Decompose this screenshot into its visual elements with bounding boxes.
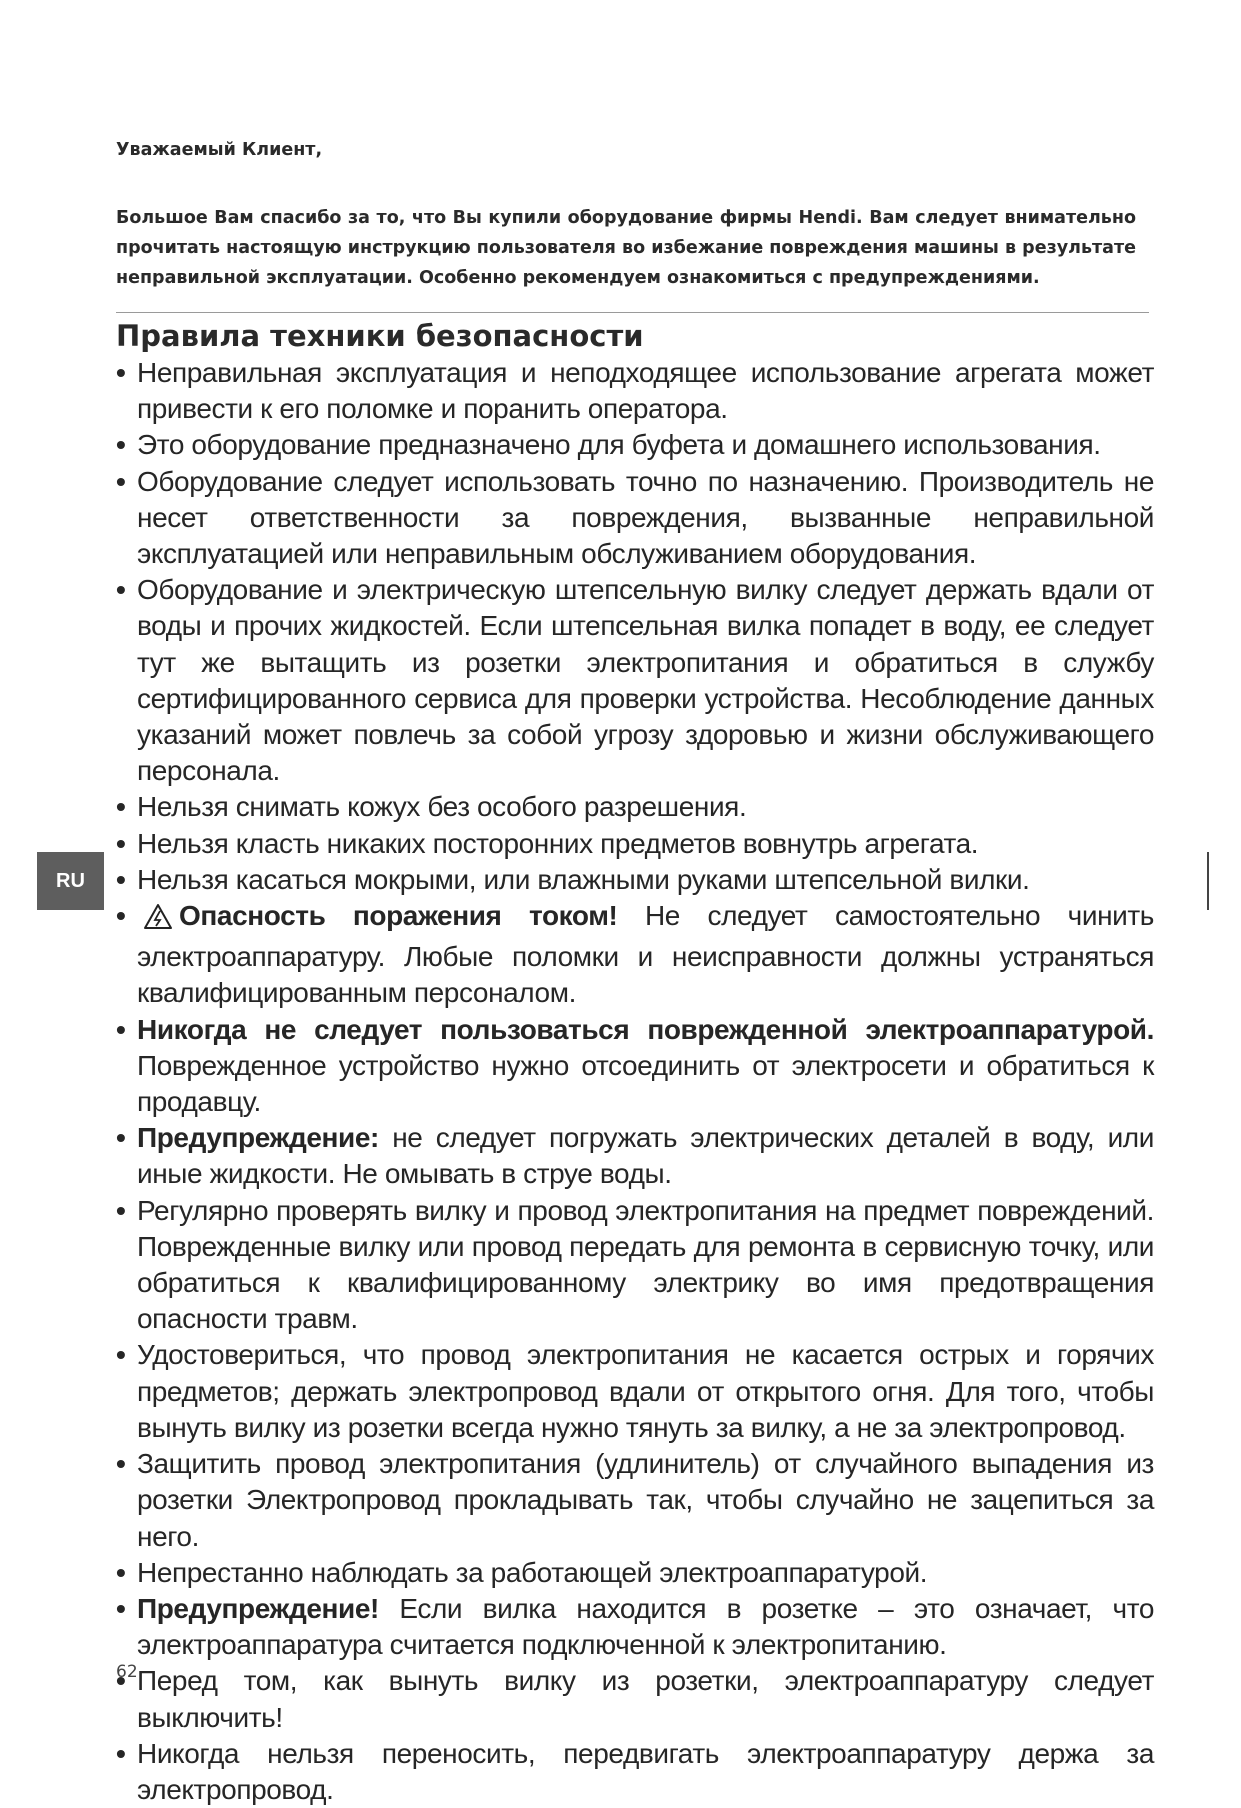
rule-text: Нельзя класть никаких посторонних предметов вовнутрь агрегата. — [137, 827, 979, 859]
list-item — [116, 898, 1154, 1012]
section-divider — [116, 312, 1149, 313]
list-item — [116, 1193, 1154, 1338]
list-item — [116, 789, 1154, 825]
rule-warning-label: Никогда не следует пользоваться поврежденной электроаппаратурой. — [137, 1013, 1154, 1045]
rule-text: Регулярно проверять вилку и провод электропитания на предмет повреждений. Поврежденные вилку или провод передать для ремонта в сервисную точку, или обратиться к квалифицированному электрику во имя предотвращения опасности травм. — [137, 1194, 1154, 1335]
list-item — [116, 1012, 1154, 1121]
page-number: 62 — [116, 1662, 138, 1682]
rule-text: Неправильная эксплуатация и неподходящее использование агрегата может привести к его поломке и поранить оператора. — [137, 357, 1154, 425]
rule-text: не следует погружать электрических деталей в воду, или иные жидкости. Не омывать в струе воды. — [137, 1122, 1154, 1190]
list-item — [116, 1337, 1154, 1446]
rule-text: Нельзя касаться мокрыми, или влажными руками штепсельной вилки. — [137, 863, 1030, 895]
language-tab: RU — [37, 852, 104, 910]
rule-text: Непрестанно наблюдать за работающей электроаппаратурой. — [137, 1556, 928, 1588]
page-title: Правила техники безопасности — [116, 319, 644, 353]
rule-text: Никогда нельзя переносить, передвигать электроаппаратуру держа за электропровод. — [137, 1737, 1154, 1805]
rule-warning-label: Предупреждение: — [137, 1122, 379, 1154]
electric-hazard-icon — [143, 903, 173, 939]
rule-text: Не следует самостоятельно чинить электроаппаратуру. Любые поломки и неисправности должны устраняться квалифицированным персоналом. — [137, 900, 1154, 1009]
rule-text: Это оборудование предназначено для буфета и домашнего использования. — [137, 429, 1101, 461]
rule-warning-label: Опасность поражения током! — [179, 900, 618, 932]
list-item — [116, 1736, 1154, 1808]
list-item — [116, 1555, 1154, 1591]
list-item — [116, 427, 1154, 463]
rule-text: Оборудование и электрическую штепсельную вилку следует держать вдали от воды и прочих жидкостей. Если штепсельная вилка попадет в воду, ее следует тут же вытащить из розетки электропитания и обратиться в службу сертифицированного сервиса для проверки устройства. Несоблюдение данных указаний может повлечь за собой угрозу здоровью и жизни обслуживающего персонала. — [137, 574, 1154, 787]
list-item — [116, 1591, 1154, 1663]
rule-text: Нельзя снимать кожух без особого разрешения. — [137, 791, 747, 823]
rule-text: Если вилка находится в розетке – это означает, что электроаппаратура считается подключенной к электропитанию. — [137, 1592, 1154, 1661]
list-item — [116, 464, 1154, 573]
rule-text: Защитить провод электропитания (удлинитель) от случайного выпадения из розетки Электропровод прокладывать так, чтобы случайно не зацепиться за него. — [137, 1448, 1154, 1552]
safety-rules-list — [116, 355, 1154, 1808]
page-edge-marker — [1207, 852, 1209, 910]
rule-text: Оборудование следует использовать точно по назначению. Производитель не несет ответственности за повреждения, вызванные неправильной эксплуатацией или неправильным обслуживанием оборудования. — [137, 465, 1154, 570]
intro-paragraph: Большое Вам спасибо за то, что Вы купили оборудование фирмы Hendi. Вам следует внимательно прочитать настоящую инструкцию пользователя во избежание повреждения машины в результате неправильной эксплуатации. Особенно рекомендуем ознакомиться с предупреждениями. — [116, 208, 1136, 288]
rule-text: Удостовериться, что провод электропитания не касается острых и горячих предметов; держать электропровод вдали от открытого огня. Для того, чтобы вынуть вилку из розетки всегда нужно тянуть за вилку, а не за электропровод. — [137, 1339, 1154, 1443]
rule-text: Поврежденное устройство нужно отсоединить от электросети и обратиться к продавцу. — [137, 1049, 1154, 1118]
list-item — [116, 1446, 1154, 1555]
list-item — [116, 826, 1154, 862]
list-item — [116, 1663, 1154, 1735]
list-item — [116, 572, 1154, 789]
rule-warning-label: Предупреждение! — [137, 1592, 379, 1624]
list-item — [116, 355, 1154, 427]
list-item — [116, 862, 1154, 898]
greeting: Уважаемый Клиент, — [116, 140, 323, 160]
rule-text: Перед том, как вынуть вилку из розетки, электроаппаратуру следует выключить! — [137, 1665, 1154, 1733]
list-item — [116, 1120, 1154, 1192]
